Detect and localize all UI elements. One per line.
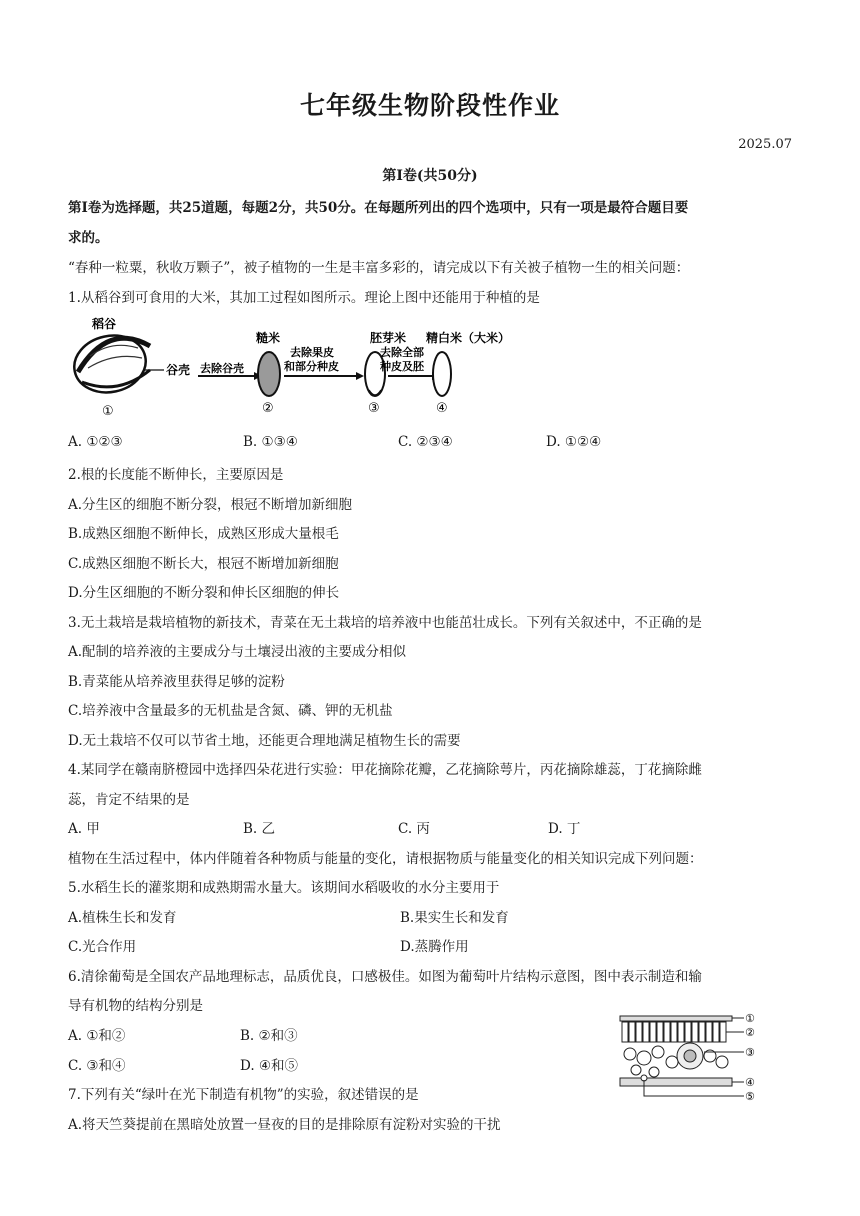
question-6-stem-2: 导有机物的结构分别是	[68, 998, 203, 1014]
step-remove-testa-2: 种皮及胚	[380, 360, 424, 373]
intro-text-2: 植物在生活过程中，体内伴随着各种物质与能量的变化，请根据物质与能量变化的相关知识完成下列问题：	[68, 851, 703, 867]
question-5-stem: 5.水稻生长的灌浆期和成熟期需水量大。该期间水稻吸收的水分主要用于	[68, 880, 500, 896]
q7-option-a: A.将天竺葵提前在黑暗处放置一昼夜的目的是排除原有淀粉对实验的干扰	[68, 1117, 501, 1133]
q2-option-a: A.分生区的细胞不断分裂，根冠不断增加新细胞	[68, 497, 353, 513]
instructions-line-2: 求的。	[68, 230, 109, 246]
question-1-stem: 1.从稻谷到可食用的大米，其加工过程如图所示。理论上图中还能用于种植的是	[68, 290, 540, 306]
number-2: ②	[262, 401, 274, 416]
q5-option-a: A.植株生长和发育	[68, 910, 177, 926]
q5-option-d: D.蒸腾作用	[400, 939, 469, 955]
q6-option-b: B. ②和③	[240, 1028, 298, 1044]
section-heading: 第Ⅰ卷(共50分)	[382, 168, 478, 184]
question-3-stem: 3.无土栽培是栽培植物的新技术，青菜在无土栽培的培养液中也能茁壮成长。下列有关叙述中，不正确的是	[68, 615, 702, 631]
q3-option-d: D.无土栽培不仅可以节省土地，还能更合理地满足植物生长的需要	[68, 733, 461, 749]
leaf-label-1: ①	[745, 1012, 755, 1025]
q4-option-a: A. 甲	[68, 821, 100, 837]
question-6-stem-1: 6.清徐葡萄是全国农产品地理标志，品质优良，口感极佳。如图为葡萄叶片结构示意图，图中表示制造和输	[68, 969, 702, 985]
q5-option-c: C.光合作用	[68, 939, 137, 955]
number-3: ③	[368, 401, 380, 416]
q6-option-c: C. ③和④	[68, 1058, 126, 1074]
q2-option-c: C.成熟区细胞不断长大，根冠不断增加新细胞	[68, 556, 339, 572]
question-4-stem-1: 4.某同学在赣南脐橙园中选择四朵花进行实验：甲花摘除花瓣，乙花摘除萼片，丙花摘除雄蕊，丁花摘除雌	[68, 762, 702, 778]
label-germ-rice: 胚芽米	[370, 331, 407, 345]
leaf-cross-section-icon	[620, 1016, 732, 1086]
q1-option-d: D. ①②④	[546, 434, 602, 450]
page-title: 七年级生物阶段性作业	[299, 91, 560, 120]
rice-grain-icon	[69, 329, 151, 399]
white-rice-icon	[433, 352, 451, 396]
q3-option-a: A.配制的培养液的主要成分与土壤浸出液的主要成分相似	[68, 644, 407, 660]
q2-option-d: D.分生区细胞的不断分裂和伸长区细胞的伸长	[68, 585, 340, 601]
brown-rice-icon	[258, 352, 280, 396]
q4-option-c: C. 丙	[398, 821, 430, 837]
step-remove-husk: 去除谷壳	[200, 362, 244, 375]
instructions-line-1: 第Ⅰ卷为选择题，共25道题，每题2分，共50分。在每题所列出的四个选项中，只有一项是最符合题目要	[68, 200, 689, 216]
label-rice-grain: 稻谷	[92, 317, 117, 331]
step-remove-pericarp-1: 去除果皮	[290, 346, 334, 359]
q5-option-b: B.果实生长和发育	[400, 910, 509, 926]
intro-text-1: “春种一粒粟，秋收万颗子”，被子植物的一生是丰富多彩的，请完成以下有关被子植物一生的相关问题：	[68, 260, 690, 276]
label-husk: 谷壳	[166, 363, 191, 377]
leaf-label-5: ⑤	[745, 1090, 755, 1102]
q4-option-b: B. 乙	[243, 821, 276, 837]
leaf-label-3: ③	[745, 1046, 755, 1059]
rice-processing-figure	[68, 312, 528, 422]
leaf-structure-figure	[614, 1012, 794, 1102]
q4-option-d: D. 丁	[548, 821, 581, 837]
q2-option-b: B.成熟区细胞不断伸长，成熟区形成大量根毛	[68, 526, 339, 542]
question-4-stem-2: 蕊，肯定不结果的是	[68, 792, 190, 808]
q6-option-d: D. ④和⑤	[240, 1058, 299, 1074]
q3-option-c: C.培养液中含量最多的无机盐是含氮、磷、钾的无机盐	[68, 703, 393, 719]
step-remove-pericarp-2: 和部分种皮	[284, 360, 339, 373]
number-1: ①	[102, 404, 114, 419]
q1-option-b: B. ①③④	[243, 434, 298, 450]
q3-option-b: B.青菜能从培养液里获得足够的淀粉	[68, 674, 285, 690]
q6-option-a: A. ①和②	[68, 1028, 126, 1044]
question-7-stem: 7.下列有关“绿叶在光下制造有机物”的实验，叙述错误的是	[68, 1087, 419, 1103]
step-remove-testa-1: 去除全部	[380, 346, 424, 359]
q1-option-a: A. ①②③	[68, 434, 123, 450]
leaf-label-2: ②	[745, 1026, 755, 1039]
question-2-stem: 2.根的长度能不断伸长，主要原因是	[68, 467, 284, 483]
exam-date: 2025.07	[738, 137, 792, 152]
leaf-label-4: ④	[745, 1076, 755, 1089]
label-white-rice: 精白米（大米）	[426, 331, 511, 345]
label-brown-rice: 糙米	[256, 331, 281, 345]
number-4: ④	[436, 401, 448, 416]
q1-option-c: C. ②③④	[398, 434, 453, 450]
